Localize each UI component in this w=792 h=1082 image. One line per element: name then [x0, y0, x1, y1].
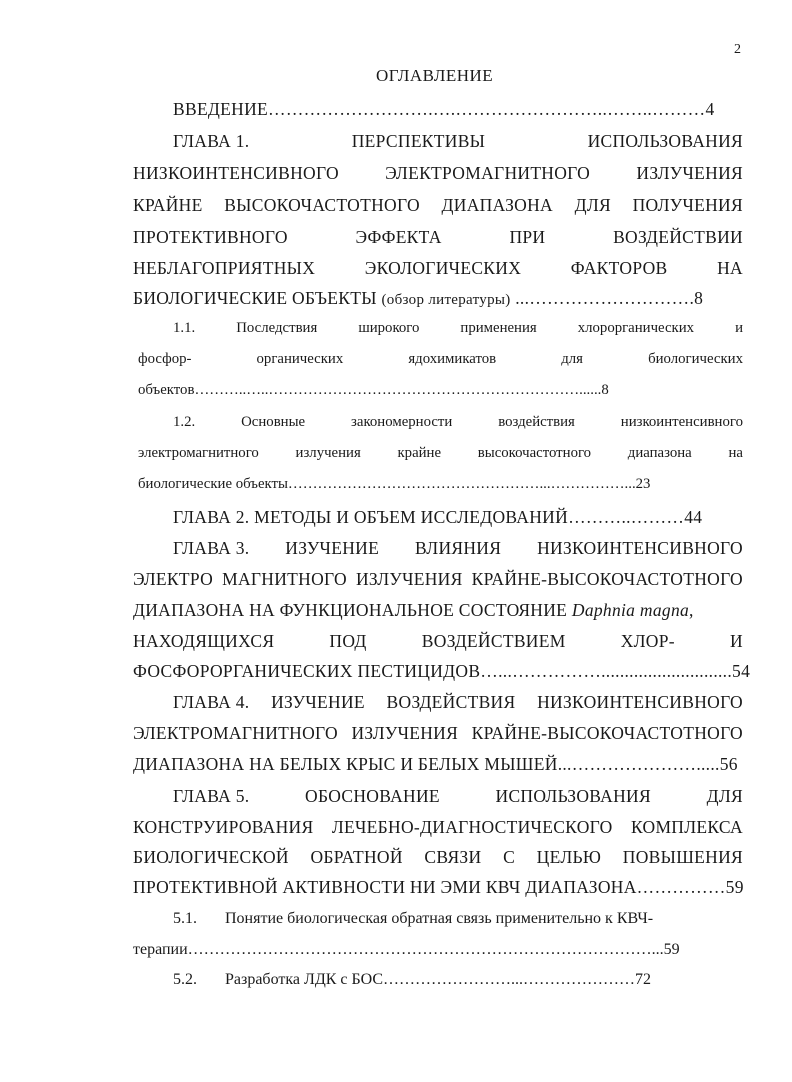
- toc-word: ДЛЯ: [706, 786, 743, 806]
- toc-word: КОМПЛЕКСА: [630, 817, 743, 837]
- toc-entry-note: (обзор литературы): [381, 292, 511, 308]
- toc-word: ФАКТОРОВ: [570, 258, 668, 278]
- toc-word: ЭЛЕКТРОМАГНИТНОГО: [385, 163, 591, 183]
- toc-word: ЭКОЛОГИЧЕСКИХ: [364, 258, 522, 278]
- toc-word: НЕБЛАГОПРИЯТНЫХ: [133, 258, 316, 278]
- toc-word: воздействия: [498, 414, 575, 430]
- toc-page-number: 8: [601, 382, 609, 398]
- toc-section-number: 5.1.: [173, 910, 197, 927]
- toc-word: ХЛОР-: [620, 631, 675, 651]
- toc-word: ЛЕЧЕБНО-ДИАГНОСТИЧЕСКОГО: [331, 817, 613, 837]
- toc-page-number: 72: [635, 971, 652, 988]
- toc-page-number: 23: [635, 476, 651, 492]
- toc-word: биологических: [648, 351, 743, 367]
- toc-line: [133, 631, 743, 652]
- toc-leader-dots: ……………………………………………...……………...: [287, 476, 636, 492]
- toc-word: ГЛАВА 4.: [173, 692, 250, 712]
- toc-section-number: 1.2.: [173, 414, 196, 430]
- toc-line: [133, 877, 744, 898]
- toc-line: [173, 538, 743, 559]
- toc-word: ПЕРСПЕКТИВЫ: [351, 131, 486, 151]
- toc-species-name: Daphnia magna: [571, 600, 690, 620]
- toc-line: [138, 351, 743, 368]
- toc-entry-label: Понятие биологическая обратная связь применительно к КВЧ-: [225, 910, 654, 927]
- toc-line: [133, 941, 680, 959]
- toc-word: СВЯЗИ: [424, 847, 482, 867]
- toc-word: Основные: [241, 414, 306, 430]
- toc-word: ОБРАТНОЙ: [310, 847, 403, 867]
- toc-line: [173, 786, 743, 807]
- toc-line: [133, 258, 743, 279]
- toc-word: высокочастотного: [477, 445, 592, 461]
- toc-entry-intro[interactable]: [173, 99, 738, 120]
- toc-word: БИОЛОГИЧЕСКОЙ: [133, 847, 289, 867]
- toc-line: [173, 910, 653, 928]
- toc-line: [133, 288, 703, 309]
- toc-line: [133, 569, 743, 590]
- toc-page-number: 56: [719, 754, 738, 774]
- toc-word: и: [735, 320, 743, 336]
- toc-leader-dots: ……………: [636, 877, 726, 897]
- toc-word: ЦЕЛЬЮ: [536, 847, 602, 867]
- toc-entry-label: ДИАПАЗОНА НА БЕЛЫХ КРЫС И БЕЛЫХ МЫШЕЙ: [133, 754, 558, 774]
- page-title: ОГЛАВЛЕНИЕ: [376, 66, 494, 85]
- toc-line: [133, 661, 750, 682]
- toc-word: НИЗКОИНТЕНСИВНОГО: [537, 692, 743, 712]
- toc-entry-label: терапии: [133, 941, 188, 958]
- toc-line: [133, 817, 743, 838]
- toc-entry-section-5-2[interactable]: [173, 971, 651, 989]
- toc-page-number: 4: [705, 99, 715, 119]
- toc-word: на: [728, 445, 743, 461]
- toc-line: [133, 847, 743, 868]
- toc-word: ВОЗДЕЙСТВИЕМ: [421, 631, 566, 651]
- toc-word: ДЛЯ: [574, 195, 611, 215]
- toc-leader-dots: ……………………………………………………………………………...: [187, 941, 664, 958]
- toc-word: ЭФФЕКТА: [355, 227, 442, 247]
- toc-leader-dots: ...………………….....: [557, 754, 720, 774]
- toc-word: КРАЙНЕ-ВЫСОКОЧАСТОТНОГО: [471, 723, 743, 743]
- toc-word: фосфор-: [138, 351, 192, 367]
- toc-leader-dots: …...……………............................: [480, 661, 733, 681]
- toc-word: органических: [256, 351, 344, 367]
- toc-word: ИЗУЧЕНИЕ: [285, 538, 380, 558]
- toc-entry-label: объектов: [138, 382, 195, 398]
- toc-word: КРАЙНЕ: [133, 195, 203, 215]
- toc-line: [173, 131, 743, 152]
- toc-word: ВОЗДЕЙСТВИЯ: [386, 692, 516, 712]
- toc-line: [173, 414, 743, 431]
- toc-word: КРАЙНЕ-ВЫСОКОЧАСТОТНОГО: [471, 569, 743, 589]
- toc-word: ОБОСНОВАНИЕ: [305, 786, 440, 806]
- toc-word: ядохимикатов: [408, 351, 497, 367]
- toc-entry-label: ВВЕДЕНИЕ: [173, 99, 269, 119]
- toc-word: КОНСТРУИРОВАНИЯ: [133, 817, 314, 837]
- toc-page-number: 8: [694, 288, 704, 308]
- toc-word: НАХОДЯЩИХСЯ: [133, 631, 275, 651]
- toc-word: ИЗУЧЕНИЕ: [271, 692, 365, 712]
- toc-line: [133, 723, 743, 744]
- toc-page-number: 59: [725, 877, 744, 897]
- toc-word: излучения: [295, 445, 361, 461]
- page-number: 2: [734, 42, 741, 57]
- toc-word: применения: [460, 320, 537, 336]
- toc-word: ИЗЛУЧЕНИЯ: [351, 723, 459, 743]
- toc-word: для: [561, 351, 583, 367]
- toc-punctuation: ,: [689, 600, 694, 620]
- toc-section-number: 5.2.: [173, 971, 197, 988]
- toc-word: электромагнитного: [138, 445, 259, 461]
- toc-entry-label: ФОСФОРОРГАНИЧЕСКИХ ПЕСТИЦИДОВ: [133, 661, 481, 681]
- toc-leader-dots: ...……………………….: [510, 288, 695, 308]
- toc-entry-label: ДИАПАЗОНА НА ФУНКЦИОНАЛЬНОЕ СОСТОЯНИЕ: [133, 600, 568, 620]
- toc-page-number: 59: [663, 941, 680, 958]
- toc-word: хлорорганических: [577, 320, 695, 336]
- toc-word: ИЗЛУЧЕНИЯ: [636, 163, 743, 183]
- toc-page-number: 54: [732, 661, 751, 681]
- toc-leader-dots: ……………………….….……………………..……..………: [268, 99, 706, 119]
- toc-leader-dots: ………..………: [568, 507, 685, 527]
- toc-word: ВОЗДЕЙСТВИИ: [613, 227, 743, 247]
- toc-leader-dots: ……………………...…………………: [383, 971, 636, 988]
- toc-word: Последствия: [236, 320, 318, 336]
- toc-entry-label: БИОЛОГИЧЕСКИЕ ОБЪЕКТЫ: [133, 288, 377, 308]
- toc-word: ЭЛЕКТРОМАГНИТНОГО: [133, 723, 338, 743]
- toc-word: низкоинтенсивного: [620, 414, 743, 430]
- toc-word: И: [730, 631, 743, 651]
- toc-entry-chapter-2[interactable]: [173, 507, 702, 528]
- toc-word: ВЛИЯНИЯ: [414, 538, 502, 558]
- toc-word: широкого: [358, 320, 420, 336]
- toc-entry-label: ГЛАВА 2. МЕТОДЫ И ОБЪЕМ ИССЛЕДОВАНИЙ: [173, 507, 569, 527]
- toc-word: ГЛАВА 1.: [173, 131, 250, 151]
- toc-line: [138, 476, 650, 493]
- toc-entry-label: ПРОТЕКТИВНОЙ АКТИВНОСТИ НИ ЭМИ КВЧ ДИАПАЗОНА: [133, 877, 637, 897]
- toc-word: ИСПОЛЬЗОВАНИЯ: [587, 131, 743, 151]
- toc-word: С: [503, 847, 516, 867]
- toc-line: [173, 320, 743, 337]
- toc-word: ВЫСОКОЧАСТОТНОГО: [224, 195, 420, 215]
- toc-word: ИЗЛУЧЕНИЯ: [355, 569, 463, 589]
- toc-word: ДИАПАЗОНА: [441, 195, 553, 215]
- toc-word: ПОЛУЧЕНИЯ: [632, 195, 743, 215]
- toc-word: ИСПОЛЬЗОВАНИЯ: [495, 786, 651, 806]
- toc-word: ПОД: [329, 631, 367, 651]
- toc-word: ПРИ: [509, 227, 546, 247]
- toc-line: [133, 163, 743, 184]
- toc-entry-label: биологические объекты: [138, 476, 288, 492]
- toc-leader-dots: ………..…..………………………………………………………......: [194, 382, 602, 398]
- toc-line: [133, 754, 738, 775]
- toc-word: НИЗКОИНТЕНСИВНОГО: [537, 538, 743, 558]
- toc-section-number: 1.1.: [173, 320, 196, 336]
- toc-line: [133, 195, 743, 216]
- toc-word: МАГНИТНОГО: [222, 569, 347, 589]
- toc-line: [138, 445, 743, 462]
- toc-word: диапазона: [627, 445, 692, 461]
- toc-page-number: 44: [684, 507, 703, 527]
- toc-word: НА: [717, 258, 743, 278]
- toc-word: ЭЛЕКТРО: [133, 569, 214, 589]
- toc-entry-label: Разработка ЛДК с БОС: [225, 971, 384, 988]
- toc-word: ПОВЫШЕНИЯ: [622, 847, 743, 867]
- toc-line: [138, 382, 609, 399]
- toc-word: ГЛАВА 3.: [173, 538, 250, 558]
- toc-word: закономерности: [351, 414, 453, 430]
- toc-word: ГЛАВА 5.: [173, 786, 250, 806]
- toc-word: крайне: [397, 445, 442, 461]
- toc-line: [133, 227, 743, 248]
- toc-word: НИЗКОИНТЕНСИВНОГО: [133, 163, 339, 183]
- toc-line: [133, 600, 694, 621]
- toc-word: ПРОТЕКТИВНОГО: [133, 227, 288, 247]
- toc-line: [173, 692, 743, 713]
